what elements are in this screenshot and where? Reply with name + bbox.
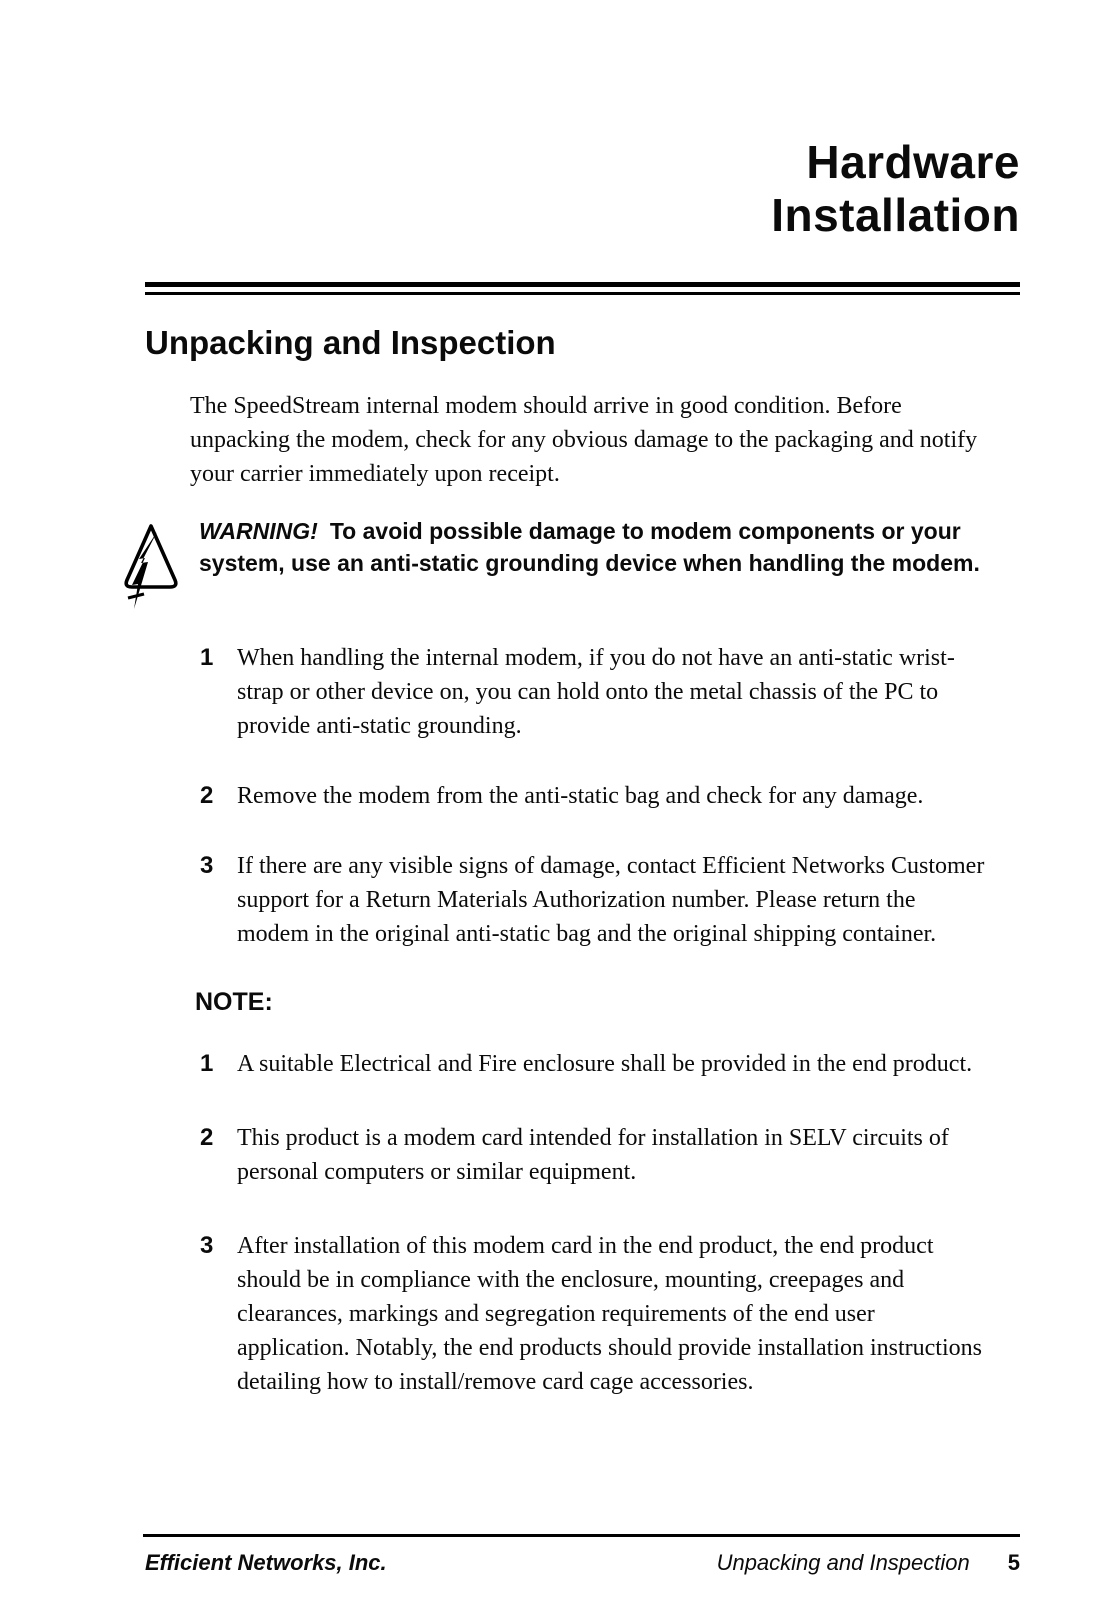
intro-paragraph: The SpeedStream internal modem should arrive in good condition. Before unpacking the modem, check for any obvious damage to the packaging and notify your carrier immediately upon receipt. bbox=[190, 393, 978, 487]
note-item-2 bbox=[145, 1121, 1020, 1189]
divider-rule-top bbox=[145, 282, 1020, 287]
chapter-title-line2: Installation bbox=[771, 189, 1020, 241]
footer-divider bbox=[143, 1534, 1020, 1537]
esd-warning-icon bbox=[121, 515, 199, 613]
step-number: 3 bbox=[200, 852, 214, 879]
step-item-2 bbox=[145, 779, 1020, 813]
note-number: 1 bbox=[200, 1050, 214, 1077]
step-text: When handling the internal modem, if you do not have an anti-static wrist-strap or other device on, you can hold onto the metal chassis of the PC to provide anti-static grounding. bbox=[237, 645, 955, 739]
note-text: A suitable Electrical and Fire enclosure shall be provided in the end product. bbox=[237, 1051, 973, 1077]
note-item-3 bbox=[145, 1229, 1020, 1399]
note-text: This product is a modem card intended for installation in SELV circuits of personal computers or similar equipment. bbox=[237, 1125, 949, 1185]
note-number: 3 bbox=[200, 1232, 214, 1259]
footer-company: Efficient Networks, Inc. bbox=[145, 1550, 387, 1575]
step-text: If there are any visible signs of damage, contact Efficient Networks Customer support for a Return Materials Authorization number. Please return the modem in the original anti-static bag and the original shipping container. bbox=[237, 853, 985, 947]
section-heading: Unpacking and Inspection bbox=[145, 324, 556, 361]
unpacking-steps-list bbox=[145, 641, 1020, 951]
warning-text bbox=[199, 515, 1020, 579]
divider-rule-bottom bbox=[145, 292, 1020, 295]
note-item-1 bbox=[145, 1047, 1020, 1081]
step-number: 1 bbox=[200, 644, 214, 671]
footer-right-group bbox=[717, 1550, 1020, 1576]
step-item-3 bbox=[145, 849, 1020, 951]
step-item-1 bbox=[145, 641, 1020, 743]
notes-list bbox=[145, 1047, 1020, 1399]
page-content bbox=[145, 0, 1020, 1399]
step-number: 2 bbox=[200, 782, 214, 809]
note-text: After installation of this modem card in the end product, the end product should be in compliance with the enclosure, mounting, creepages and clearances, markings and segregation requirements of the end user application. Notably, the end products should provide installation instructions detailing how to install/remove card cage accessories. bbox=[237, 1233, 982, 1395]
note-number: 2 bbox=[200, 1124, 214, 1151]
warning-block bbox=[145, 515, 1020, 613]
step-text: Remove the modem from the anti-static bag and check for any damage. bbox=[237, 783, 924, 809]
warning-label: WARNING! bbox=[199, 518, 318, 544]
page-footer bbox=[145, 1550, 1020, 1576]
title-divider bbox=[145, 282, 1020, 295]
footer-section-title: Unpacking and Inspection bbox=[716, 1550, 970, 1575]
note-heading: NOTE: bbox=[195, 988, 273, 1016]
footer-page-number: 5 bbox=[1007, 1550, 1020, 1575]
chapter-title-line1: Hardware bbox=[806, 136, 1020, 188]
warning-message: To avoid possible damage to modem components or your system, use an anti-static grounding device when handling the modem. bbox=[199, 518, 980, 576]
chapter-title bbox=[145, 0, 1020, 242]
